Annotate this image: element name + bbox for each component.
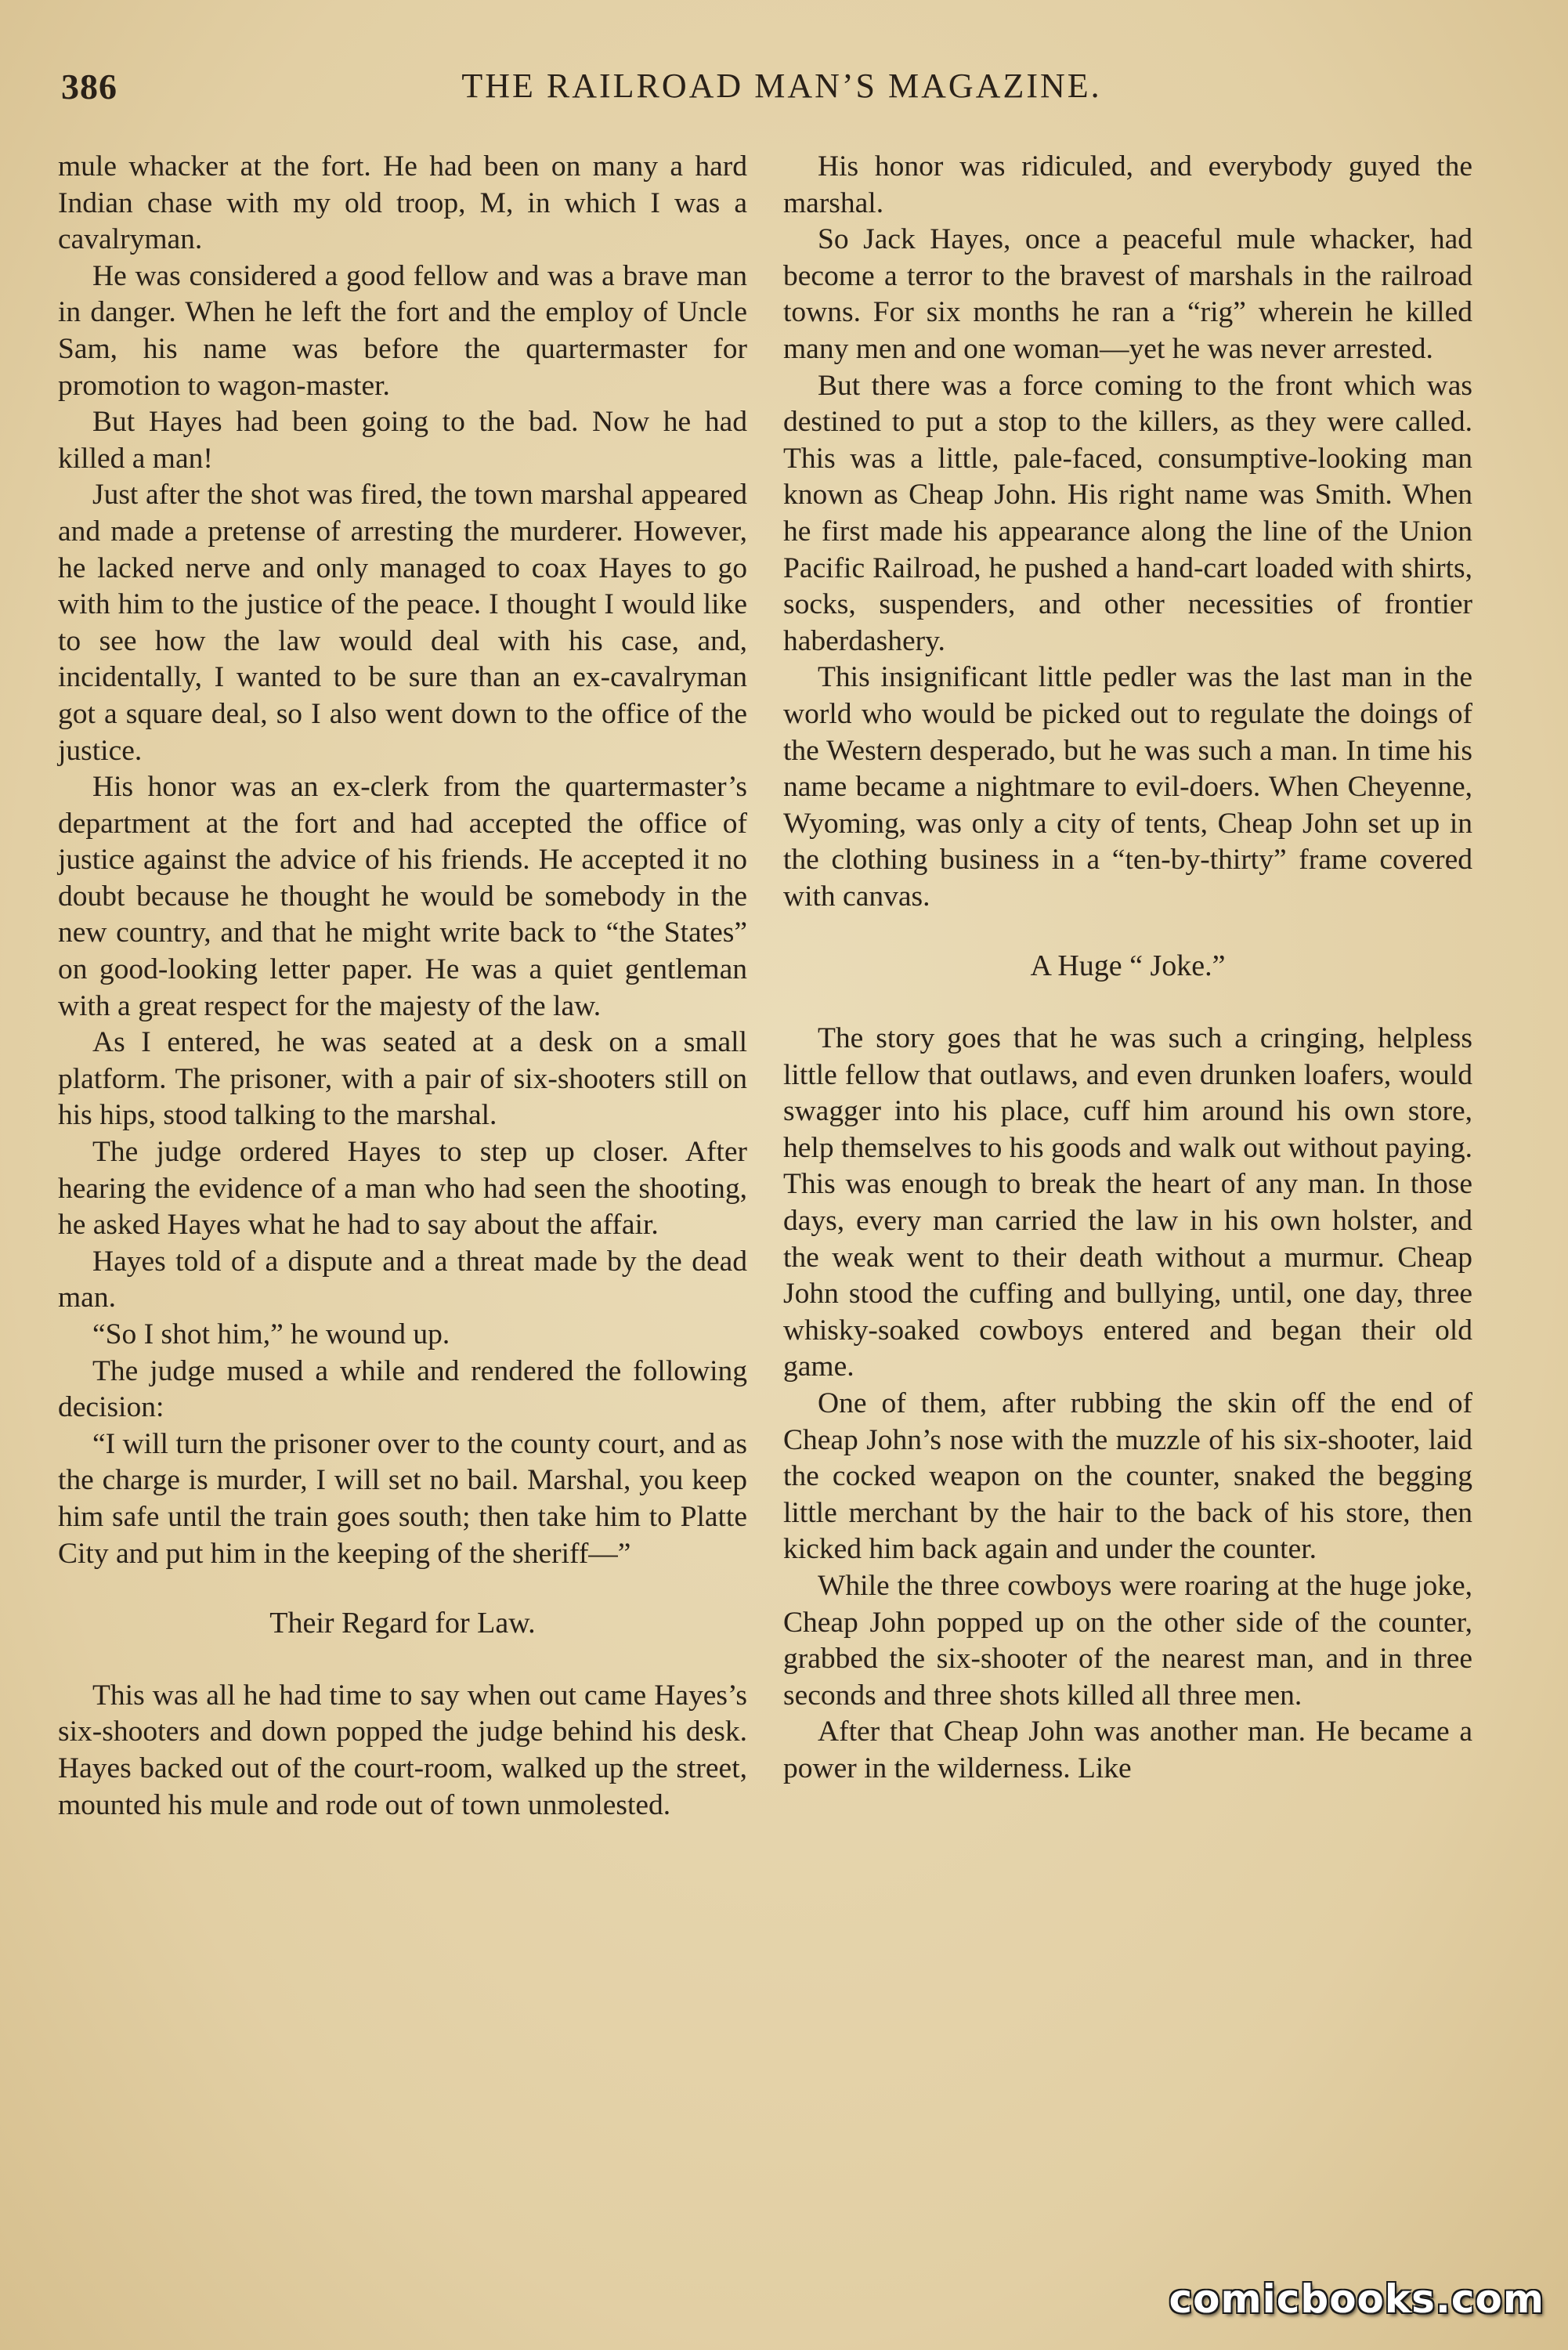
- paragraph: The judge ordered Hayes to step up closer. After hearing the evidence of a man who had seen the shooting, he asked Hayes what he had to say about the affair.: [58, 1136, 747, 1242]
- paragraph: But Hayes had been going to the bad. Now he had killed a man!: [58, 406, 747, 475]
- paragraph: While the three cowboys were roaring at the huge joke, Cheap John popped up on the other side of the counter, grabbed the six-shooter of the nearest man, and in three seconds and three shots killed all three men.: [783, 1569, 1472, 1712]
- paragraph: The story goes that he was such a cringing, helpless little fellow that outlaws, and even drunken loafers, would swagger into his place, cuff him around his own store, help themselves to his goods and walk out without paying. This was enough to break the heart of any man. In those days, every man carried the law in his own holster, and the weak went to their death without a murmur. Cheap John stood the cuffing and bullying, until, one day, three whisky-soaked cowboys entered and began their old game.: [783, 1022, 1472, 1383]
- paragraph: The judge mused a while and rendered the following decision:: [58, 1354, 747, 1424]
- running-title: THE RAILROAD MAN’S MAGAZINE.: [461, 67, 1102, 105]
- left-column: [58, 149, 747, 1824]
- paragraph: One of them, after rubbing the skin off the end of Cheap John’s nose with the muzzle of his six-shooter, laid the cocked weapon on the counter, snaked the begging little merchant by the hair to the back of his store, then kicked him back again and under the counter.: [783, 1387, 1472, 1566]
- section-subhead: A Huge “ Joke.”: [1030, 949, 1226, 983]
- paragraph: This was all he had time to say when out came Hayes’s six-shooters and down popped the judge behind his desk. Hayes backed out of the court-room, walked up the street, mounted his mule and rode out of town unmolested.: [58, 1679, 747, 1821]
- paragraph: “I will turn the prisoner over to the county court, and as the charge is murder, I will set no bail. Marshal, you keep him safe until the train goes south; then take him to Platte City and put him in the keeping of the sheriff—”: [58, 1427, 747, 1570]
- paragraph: After that Cheap John was another man. He became a power in the wilderness. Like: [783, 1716, 1472, 1784]
- paragraph: As I entered, he was seated at a desk on a small platform. The prisoner, with a pair of six-shooters still on his hips, stood talking to the marshal.: [58, 1026, 747, 1132]
- paragraph: “So I shot him,” he wound up.: [92, 1318, 450, 1350]
- page-header: [61, 66, 1502, 121]
- paragraph: mule whacker at the fort. He had been on many a hard Indian chase with my old troop, M, in which I was a cavalryman.: [58, 150, 747, 256]
- paragraph: His honor was ridiculed, and everybody guyed the marshal.: [783, 150, 1472, 219]
- paragraph: But there was a force coming to the front which was destined to put a stop to the killers, as they were called. This was a little, pale-faced, consumptive-looking man known as Cheap John. His right name was Smith. When he first made his appearance along the line of the Union Pacific Railroad, he pushed a hand-cart loaded with shirts, socks, suspenders, and other necessities of frontier haberdashery.: [783, 369, 1472, 657]
- right-column: [783, 149, 1472, 1788]
- section-subhead: Their Regard for Law.: [269, 1607, 536, 1640]
- paragraph: His honor was an ex-clerk from the quartermaster’s department at the fort and had accepted the office of justice against the advice of his friends. He accepted it no doubt because he thought he would be somebody in the new country, and that he might write back to “the States” on good-looking letter paper. He was a quiet gentleman with a great respect for the majesty of the law.: [58, 771, 747, 1022]
- paragraph: So Jack Hayes, once a peaceful mule whacker, had become a terror to the bravest of marshals in the railroad towns. For six months he ran a “rig” wherein he killed many men and one woman—yet he was never arrested.: [783, 223, 1472, 365]
- paragraph: He was considered a good fellow and was a brave man in danger. When he left the fort and the employ of Uncle Sam, his name was before the quartermaster for promotion to wagon-master.: [58, 259, 747, 402]
- paragraph: Hayes told of a dispute and a threat made by the dead man.: [58, 1245, 747, 1314]
- paragraph: Just after the shot was fired, the town marshal appeared and made a pretense of arresting the murderer. However, he lacked nerve and only managed to coax Hayes to go with him to the justice of the peace. I thought I would like to see how the law would deal with his case, and, incidentally, I wanted to be sure than an ex-cavalryman got a square deal, so I also went down to the office of the justice.: [58, 479, 747, 767]
- paragraph: This insignificant little pedler was the last man in the world who would be picked out to regulate the doings of the Western desperado, but he was such a man. In time his name became a nightmare to evil-doers. When Cheyenne, Wyoming, was only a city of tents, Cheap John set up in the clothing business in a “ten-by-thirty” frame covered with canvas.: [783, 661, 1472, 913]
- watermark-logo: comicbooks.com: [1169, 2276, 1545, 2322]
- page-number: 386: [61, 67, 117, 107]
